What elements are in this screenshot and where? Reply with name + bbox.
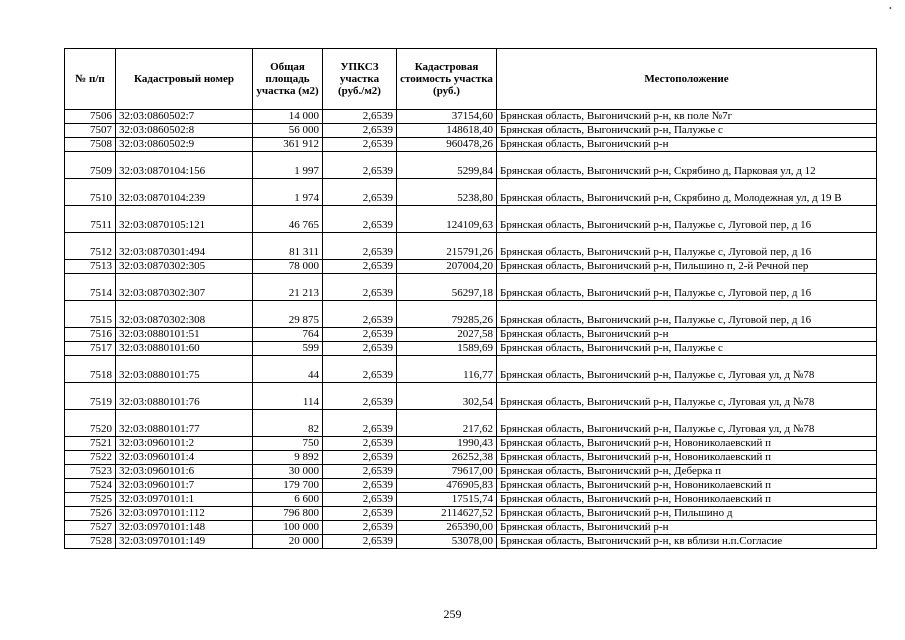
- table-row: [65, 110, 877, 124]
- cadastral-number: 32:03:0970101:148: [116, 521, 253, 535]
- cadastral-number: 32:03:0880101:76: [116, 383, 253, 410]
- upksz-value: 2,6539: [323, 328, 397, 342]
- cadastral-number: 32:03:0870105:121: [116, 206, 253, 233]
- cost-value: 148618,40: [397, 124, 497, 138]
- table-row: [65, 233, 877, 260]
- cost-value: 960478,26: [397, 138, 497, 152]
- upksz-value: 2,6539: [323, 465, 397, 479]
- cost-value: 207004,20: [397, 260, 497, 274]
- cost-value: 5299,84: [397, 152, 497, 179]
- cadastral-number: 32:03:0860502:8: [116, 124, 253, 138]
- row-number: 7526: [65, 507, 116, 521]
- upksz-value: 2,6539: [323, 152, 397, 179]
- location: Брянская область, Выгоничский р-н, Палужье с, Луговой пер, д 16: [497, 274, 877, 301]
- cost-value: 217,62: [397, 410, 497, 437]
- row-number: 7506: [65, 110, 116, 124]
- table-row: [65, 465, 877, 479]
- table-row: [65, 521, 877, 535]
- upksz-value: 2,6539: [323, 451, 397, 465]
- cost-value: 53078,00: [397, 535, 497, 549]
- table-row: [65, 179, 877, 206]
- header-cadastral-number: Кадастровый номер: [116, 49, 253, 110]
- cadastral-number: 32:03:0870301:494: [116, 233, 253, 260]
- area-value: 750: [253, 437, 323, 451]
- area-value: 46 765: [253, 206, 323, 233]
- upksz-value: 2,6539: [323, 342, 397, 356]
- location: Брянская область, Выгоничский р-н, Новониколаевский п: [497, 479, 877, 493]
- cadastral-number: 32:03:0870302:307: [116, 274, 253, 301]
- area-value: 361 912: [253, 138, 323, 152]
- area-value: 599: [253, 342, 323, 356]
- upksz-value: 2,6539: [323, 110, 397, 124]
- cost-value: 476905,83: [397, 479, 497, 493]
- table-row: [65, 328, 877, 342]
- area-value: 14 000: [253, 110, 323, 124]
- row-number: 7509: [65, 152, 116, 179]
- table-row: [65, 437, 877, 451]
- cost-value: 2114627,52: [397, 507, 497, 521]
- area-value: 9 892: [253, 451, 323, 465]
- location: Брянская область, Выгоничский р-н, Палужье с, Луговая ул, д №78: [497, 410, 877, 437]
- area-value: 796 800: [253, 507, 323, 521]
- cost-value: 1990,43: [397, 437, 497, 451]
- cost-value: 5238,80: [397, 179, 497, 206]
- cadastral-number: 32:03:0970101:112: [116, 507, 253, 521]
- upksz-value: 2,6539: [323, 138, 397, 152]
- table-row: [65, 124, 877, 138]
- cost-value: 265390,00: [397, 521, 497, 535]
- table-row: [65, 383, 877, 410]
- row-number: 7508: [65, 138, 116, 152]
- header-area: Общая площадь участка (м2): [253, 49, 323, 110]
- cadastral-number: 32:03:0960101:6: [116, 465, 253, 479]
- location: Брянская область, Выгоничский р-н, Новониколаевский п: [497, 451, 877, 465]
- row-number: 7525: [65, 493, 116, 507]
- table-body: [65, 110, 877, 549]
- upksz-value: 2,6539: [323, 383, 397, 410]
- location: Брянская область, Выгоничский р-н: [497, 138, 877, 152]
- table-row: [65, 493, 877, 507]
- location: Брянская область, Выгоничский р-н, кв поле №7г: [497, 110, 877, 124]
- upksz-value: 2,6539: [323, 206, 397, 233]
- table-header-row: [65, 49, 877, 110]
- location: Брянская область, Выгоничский р-н, Палужье с, Луговой пер, д 16: [497, 233, 877, 260]
- area-value: 44: [253, 356, 323, 383]
- table-row: [65, 451, 877, 465]
- cost-value: 26252,38: [397, 451, 497, 465]
- location: Брянская область, Выгоничский р-н, Палужье с: [497, 124, 877, 138]
- cost-value: 79617,00: [397, 465, 497, 479]
- cadastral-number: 32:03:0870104:239: [116, 179, 253, 206]
- location: Брянская область, Выгоничский р-н: [497, 521, 877, 535]
- row-number: 7516: [65, 328, 116, 342]
- location: Брянская область, Выгоничский р-н, Пильшино п, 2-й Речной пер: [497, 260, 877, 274]
- cadastral-number: 32:03:0970101:1: [116, 493, 253, 507]
- location: Брянская область, Выгоничский р-н, кв вблизи н.п.Согласие: [497, 535, 877, 549]
- cadastral-number: 32:03:0960101:4: [116, 451, 253, 465]
- area-value: 114: [253, 383, 323, 410]
- location: Брянская область, Выгоничский р-н, Палужье с, Луговая ул, д №78: [497, 356, 877, 383]
- table-row: [65, 356, 877, 383]
- upksz-value: 2,6539: [323, 437, 397, 451]
- table-row: [65, 410, 877, 437]
- upksz-value: 2,6539: [323, 356, 397, 383]
- location: Брянская область, Выгоничский р-н, Пильшино д: [497, 507, 877, 521]
- cost-value: 56297,18: [397, 274, 497, 301]
- area-value: 20 000: [253, 535, 323, 549]
- cost-value: 116,77: [397, 356, 497, 383]
- header-location: Местоположение: [497, 49, 877, 110]
- row-number: 7527: [65, 521, 116, 535]
- table-row: [65, 507, 877, 521]
- row-number: 7528: [65, 535, 116, 549]
- area-value: 56 000: [253, 124, 323, 138]
- cost-value: 79285,26: [397, 301, 497, 328]
- upksz-value: 2,6539: [323, 301, 397, 328]
- row-number: 7513: [65, 260, 116, 274]
- location: Брянская область, Выгоничский р-н, Новониколаевский п: [497, 437, 877, 451]
- row-number: 7510: [65, 179, 116, 206]
- cadastral-number: 32:03:0860502:7: [116, 110, 253, 124]
- cadastral-table: [64, 48, 877, 549]
- cadastral-number: 32:03:0880101:75: [116, 356, 253, 383]
- row-number: 7507: [65, 124, 116, 138]
- cadastral-number: 32:03:0960101:2: [116, 437, 253, 451]
- cadastral-number: 32:03:0880101:60: [116, 342, 253, 356]
- cadastral-number: 32:03:0870302:308: [116, 301, 253, 328]
- area-value: 21 213: [253, 274, 323, 301]
- area-value: 81 311: [253, 233, 323, 260]
- cost-value: 302,54: [397, 383, 497, 410]
- upksz-value: 2,6539: [323, 260, 397, 274]
- upksz-value: 2,6539: [323, 274, 397, 301]
- row-number: 7523: [65, 465, 116, 479]
- scan-mark: •: [889, 4, 892, 13]
- table-row: [65, 260, 877, 274]
- page-number: 259: [443, 607, 462, 621]
- cadastral-number: 32:03:0860502:9: [116, 138, 253, 152]
- location: Брянская область, Выгоничский р-н, Палужье с, Луговой пер, д 16: [497, 301, 877, 328]
- upksz-value: 2,6539: [323, 493, 397, 507]
- table-row: [65, 152, 877, 179]
- area-value: 179 700: [253, 479, 323, 493]
- area-value: 30 000: [253, 465, 323, 479]
- cost-value: 215791,26: [397, 233, 497, 260]
- table-row: [65, 535, 877, 549]
- area-value: 764: [253, 328, 323, 342]
- cost-value: 37154,60: [397, 110, 497, 124]
- location: Брянская область, Выгоничский р-н, Новониколаевский п: [497, 493, 877, 507]
- upksz-value: 2,6539: [323, 179, 397, 206]
- row-number: 7515: [65, 301, 116, 328]
- cost-value: 17515,74: [397, 493, 497, 507]
- row-number: 7517: [65, 342, 116, 356]
- upksz-value: 2,6539: [323, 124, 397, 138]
- location: Брянская область, Выгоничский р-н, Скрябино д, Парковая ул, д 12: [497, 152, 877, 179]
- upksz-value: 2,6539: [323, 410, 397, 437]
- upksz-value: 2,6539: [323, 521, 397, 535]
- table-row: [65, 342, 877, 356]
- row-number: 7518: [65, 356, 116, 383]
- cost-value: 124109,63: [397, 206, 497, 233]
- location: Брянская область, Выгоничский р-н, Деберка п: [497, 465, 877, 479]
- area-value: 100 000: [253, 521, 323, 535]
- table-row: [65, 274, 877, 301]
- area-value: 82: [253, 410, 323, 437]
- cadastral-number: 32:03:0870302:305: [116, 260, 253, 274]
- area-value: 1 997: [253, 152, 323, 179]
- row-number: 7522: [65, 451, 116, 465]
- header-upksz: УПКСЗ участка (руб./м2): [323, 49, 397, 110]
- cadastral-number: 32:03:0970101:149: [116, 535, 253, 549]
- cadastral-number: 32:03:0960101:7: [116, 479, 253, 493]
- row-number: 7512: [65, 233, 116, 260]
- cadastral-number: 32:03:0880101:77: [116, 410, 253, 437]
- location: Брянская область, Выгоничский р-н, Скрябино д, Молодежная ул, д 19 В: [497, 179, 877, 206]
- row-number: 7519: [65, 383, 116, 410]
- table-row: [65, 301, 877, 328]
- cadastral-number: 32:03:0870104:156: [116, 152, 253, 179]
- row-number: 7514: [65, 274, 116, 301]
- header-number: № п/п: [65, 49, 116, 110]
- upksz-value: 2,6539: [323, 233, 397, 260]
- upksz-value: 2,6539: [323, 535, 397, 549]
- row-number: 7511: [65, 206, 116, 233]
- location: Брянская область, Выгоничский р-н, Палужье с, Луговая ул, д №78: [497, 383, 877, 410]
- upksz-value: 2,6539: [323, 507, 397, 521]
- table-row: [65, 138, 877, 152]
- location: Брянская область, Выгоничский р-н, Палужье с, Луговой пер, д 16: [497, 206, 877, 233]
- location: Брянская область, Выгоничский р-н, Палужье с: [497, 342, 877, 356]
- location: Брянская область, Выгоничский р-н: [497, 328, 877, 342]
- table-row: [65, 206, 877, 233]
- cadastral-number: 32:03:0880101:51: [116, 328, 253, 342]
- table-row: [65, 479, 877, 493]
- header-cadastral-cost: Кадастровая стоимость участка (руб.): [397, 49, 497, 110]
- cost-value: 2027,58: [397, 328, 497, 342]
- area-value: 29 875: [253, 301, 323, 328]
- upksz-value: 2,6539: [323, 479, 397, 493]
- row-number: 7520: [65, 410, 116, 437]
- row-number: 7524: [65, 479, 116, 493]
- row-number: 7521: [65, 437, 116, 451]
- area-value: 6 600: [253, 493, 323, 507]
- cost-value: 1589,69: [397, 342, 497, 356]
- area-value: 78 000: [253, 260, 323, 274]
- area-value: 1 974: [253, 179, 323, 206]
